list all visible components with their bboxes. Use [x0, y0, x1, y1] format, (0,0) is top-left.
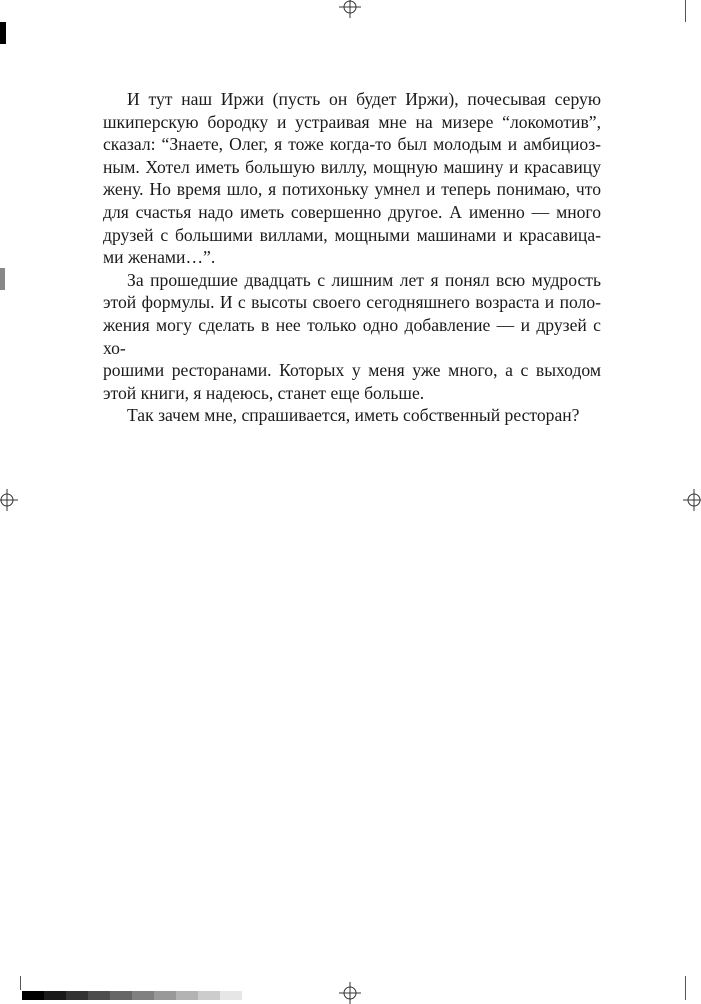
- color-swatch: [44, 991, 66, 1000]
- color-swatch: [154, 991, 176, 1000]
- registration-mark-bottom: [339, 982, 361, 1004]
- color-swatch: [88, 991, 110, 1000]
- text-line: ным. Хотел иметь большую виллу, мощную машину и красавицу: [103, 156, 601, 177]
- text-line: шкиперскую бородку и устраивая мне на мизере “локомотив”,: [103, 111, 601, 132]
- text-line: И тут наш Иржи (пусть он будет Иржи), почесывая серую: [127, 89, 601, 109]
- color-swatch: [220, 991, 242, 1000]
- text-line: ми женами…”.: [103, 247, 216, 268]
- registration-mark-top: [339, 0, 361, 18]
- paragraph: [103, 404, 601, 427]
- registration-mark-right: [683, 489, 701, 511]
- registration-mark-left: [0, 489, 18, 511]
- text-line: жену. Но время шло, я потихоньку умнел и теперь понимаю, что: [103, 179, 601, 200]
- text-line: Так зачем мне, спрашивается, иметь собственный ресторан?: [127, 405, 580, 426]
- color-swatch: [110, 991, 132, 1000]
- text-line: этой формулы. И с высоты своего сегодняшнего возраста и поло-: [103, 292, 601, 313]
- text-line: жения могу сделать в нее только одно добавление — и друзей с хо-: [103, 314, 601, 358]
- text-line: друзей с большими виллами, мощными машинами и красавица-: [103, 224, 601, 245]
- text-line: этой книги, я надеюсь, станет еще больше.: [103, 382, 425, 403]
- color-swatch: [176, 991, 198, 1000]
- color-swatch: [132, 991, 154, 1000]
- text-line: сказал: “Знаете, Олег, я тоже когда-то был молодым и амбициоз-: [103, 134, 601, 155]
- color-swatch: [66, 991, 88, 1000]
- text-line: За прошедшие двадцать с лишним лет я понял всю мудрость: [127, 269, 601, 290]
- edge-marker-middle: [0, 268, 5, 290]
- crop-line-bottom-right: [685, 976, 686, 1000]
- book-page-text: [103, 88, 601, 427]
- color-swatch: [22, 991, 44, 1000]
- color-swatch: [198, 991, 220, 1000]
- paragraph: [103, 88, 601, 269]
- edge-marker-top: [0, 22, 6, 44]
- crop-line-bottom-left: [20, 976, 21, 990]
- paragraph: [103, 269, 601, 405]
- text-line: рошими ресторанами. Которых у меня уже много, а с выходом: [103, 360, 601, 381]
- crop-line-top-right: [685, 0, 686, 22]
- text-line: для счастья надо иметь совершенно другое. А именно — много: [103, 201, 601, 222]
- color-calibration-bar: [22, 991, 242, 1000]
